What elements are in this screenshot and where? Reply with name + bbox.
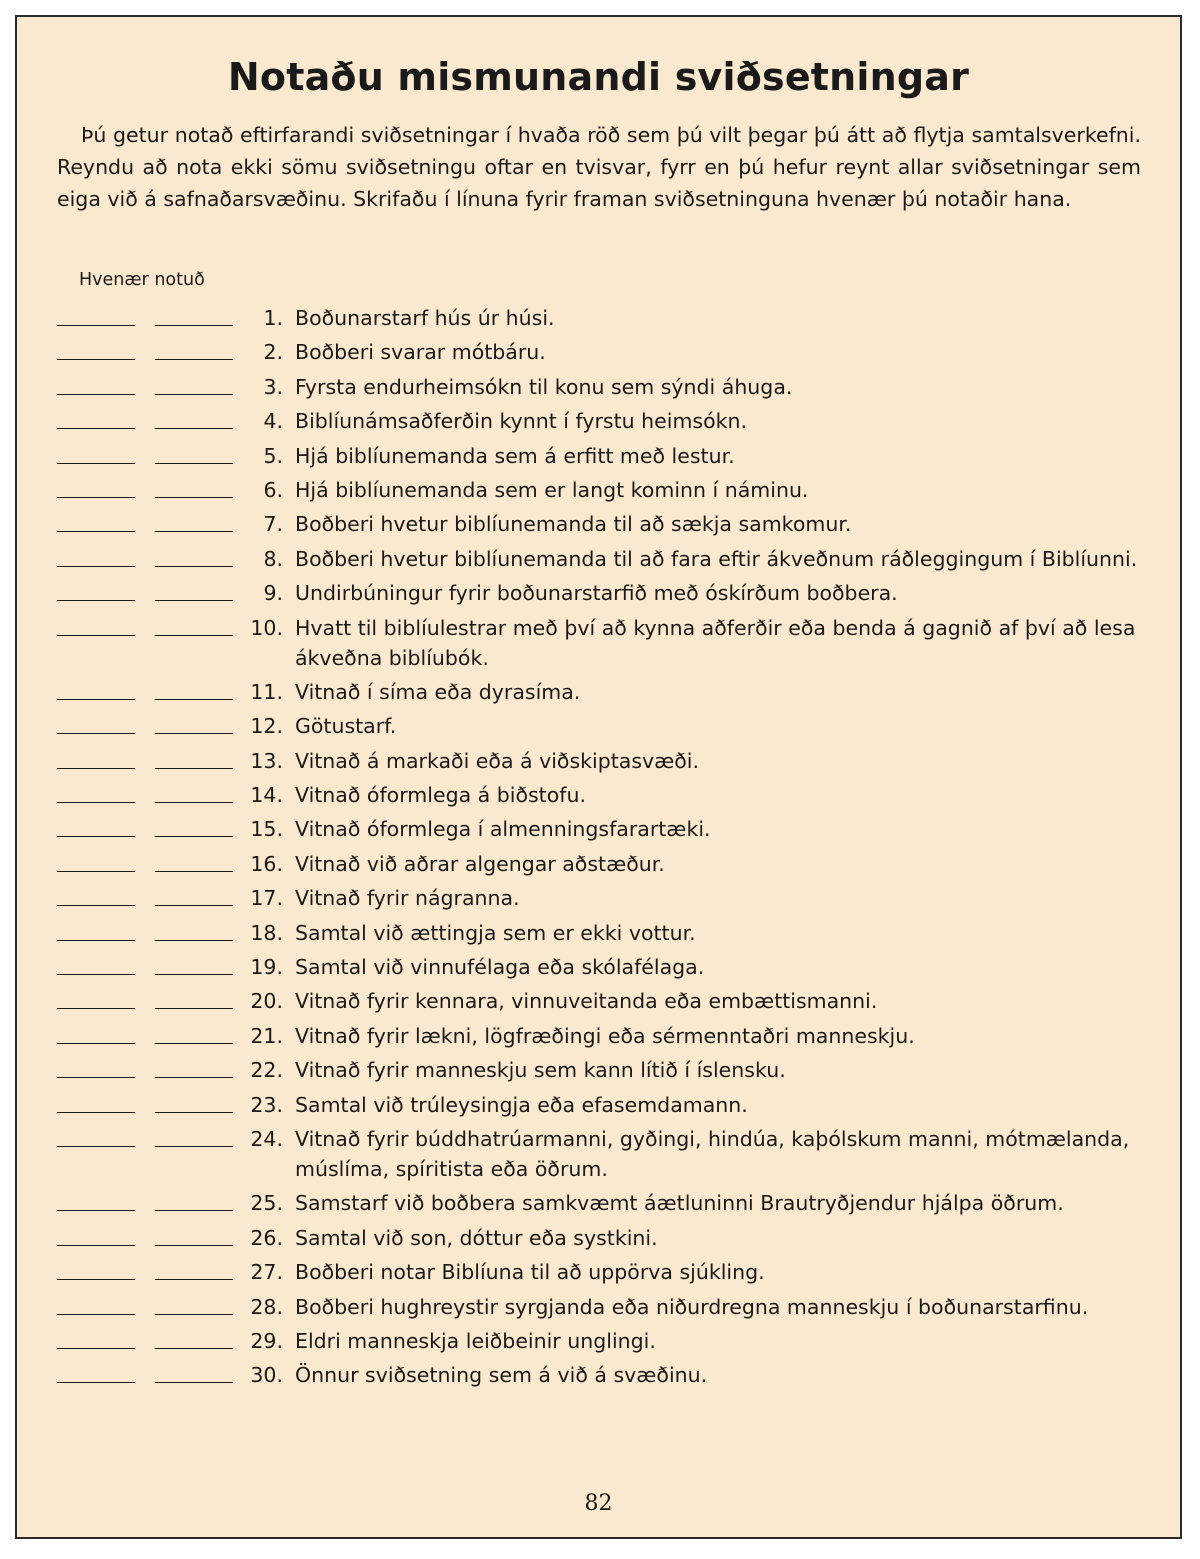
item-text: Samtal við ættingja sem er ekki vottur. [295,920,696,945]
list-item [55,677,1165,707]
date-blank-line[interactable] [155,1245,233,1246]
item-text: Samtal við son, dóttur eða systkini. [295,1225,658,1250]
date-blank-line[interactable] [155,940,233,941]
date-blank-line[interactable] [155,531,233,532]
date-blank-line[interactable] [57,802,135,803]
item-text: Samstarf við boðbera samkvæmt áætluninni Brautryðjendur hjálpa öðrum. [295,1191,1064,1216]
date-blank-line[interactable] [57,733,135,734]
item-text: Vitnað fyrir búddhatrúarmanni, gyðingi, hindúa, kaþólskum manni, mótmælanda, múslíma, spíritista eða öðrum. [295,1126,1130,1181]
item-number: 4. [263,409,283,434]
item-number: 1. [263,306,283,330]
item-text: Samtal við vinnufélaga eða skólafélaga. [295,955,705,980]
item-text: Vitnað fyrir manneskju sem kann lítið í íslensku. [295,1058,786,1083]
date-blank-line[interactable] [57,531,135,532]
item-text: Vitnað á markaði eða á viðskiptasvæði. [295,748,700,773]
date-blank-line[interactable] [155,600,233,601]
list-item [55,986,1165,1016]
date-blank-line[interactable] [155,699,233,700]
list-item [55,746,1165,776]
date-blank-line[interactable] [57,325,135,326]
list-item [55,883,1165,913]
item-number: 26. [250,1225,283,1250]
item-number: 19. [250,955,283,980]
date-blank-line[interactable] [57,1146,135,1147]
date-blank-line[interactable] [155,1348,233,1349]
list-item [55,372,1165,402]
date-blank-line[interactable] [155,802,233,803]
item-number: 23. [250,1092,283,1117]
item-number: 3. [263,374,283,399]
date-blank-line[interactable] [57,1112,135,1113]
date-blank-line[interactable] [155,1210,233,1211]
item-text: Hvatt til biblíulestrar með því að kynna aðferðir eða benda á gagnið af því að lesa ákveðna biblíubók. [295,615,1136,670]
item-number: 30. [250,1363,283,1388]
item-number: 6. [263,477,283,502]
date-blank-line[interactable] [57,940,135,941]
settings-list [55,303,1165,1395]
item-text: Götustarf. [295,714,397,739]
date-blank-line[interactable] [155,635,233,636]
page-number: 82 [584,1491,613,1516]
item-text: Vitnað óformlega á biðstofu. [295,783,586,808]
date-blank-line[interactable] [57,566,135,567]
list-item [55,1360,1165,1390]
date-blank-line[interactable] [155,1077,233,1078]
date-blank-line[interactable] [57,871,135,872]
date-blank-line[interactable] [155,394,233,395]
date-blank-line[interactable] [155,733,233,734]
date-blank-line[interactable] [155,1043,233,1044]
item-number: 17. [250,886,283,911]
date-blank-line[interactable] [155,566,233,567]
date-blank-line[interactable] [57,1279,135,1280]
item-text: Biblíunámsaðferðin kynnt í fyrstu heimsókn. [295,409,748,434]
date-blank-line[interactable] [57,1314,135,1315]
item-text: Vitnað óformlega í almenningsfarartæki. [295,817,711,842]
date-blank-line[interactable] [155,871,233,872]
list-item [55,1223,1165,1253]
date-blank-line[interactable] [57,497,135,498]
date-blank-line[interactable] [57,359,135,360]
date-blank-line[interactable] [155,325,233,326]
date-blank-line[interactable] [57,1348,135,1349]
list-item [55,952,1165,982]
item-text: Samtal við trúleysingja eða efasemdamann. [295,1092,748,1117]
list-item [55,1055,1165,1085]
list-item [55,509,1165,539]
item-number: 15. [250,817,283,842]
item-number: 7. [263,512,283,537]
date-blank-line[interactable] [57,600,135,601]
list-item [55,1188,1165,1218]
list-item [55,303,1165,333]
page-title: Notaðu mismunandi sviðsetningar [227,55,970,99]
date-blank-line[interactable] [155,1382,233,1383]
item-text: Hjá biblíunemanda sem á erfitt með lestur. [295,443,735,468]
date-blank-line[interactable] [155,1314,233,1315]
item-number: 27. [250,1260,283,1285]
item-number: 11. [250,679,283,704]
list-item [55,544,1165,574]
item-number: 18. [250,920,283,945]
list-item [55,849,1165,879]
item-number: 14. [250,783,283,808]
list-item [55,1292,1165,1322]
date-blank-line[interactable] [57,974,135,975]
list-item [55,613,1165,673]
item-text: Fyrsta endurheimsókn til konu sem sýndi áhuga. [295,374,793,399]
list-item [55,918,1165,948]
item-text: Vitnað við aðrar algengar aðstæður. [295,851,665,876]
item-text: Boðunarstarf hús úr húsi. [295,306,555,330]
list-item [55,1021,1165,1051]
date-blank-line[interactable] [57,1008,135,1009]
item-number: 21. [250,1023,283,1048]
list-item [55,475,1165,505]
list-item [55,1257,1165,1287]
date-blank-line[interactable] [57,1245,135,1246]
date-blank-line[interactable] [155,836,233,837]
list-item [55,814,1165,844]
date-blank-line[interactable] [155,463,233,464]
date-blank-line[interactable] [57,1382,135,1383]
list-item [55,337,1165,367]
item-number: 28. [250,1294,283,1319]
date-blank-line[interactable] [57,428,135,429]
item-number: 10. [250,615,283,640]
date-blank-line[interactable] [57,463,135,464]
date-blank-line[interactable] [57,768,135,769]
date-blank-line[interactable] [57,1210,135,1211]
item-number: 20. [250,989,283,1014]
date-blank-line[interactable] [57,905,135,906]
intro-paragraph: Þú getur notað eftirfarandi sviðsetningar í hvaða röð sem þú vilt þegar þú átt að flytja samtalsverkefni. Reyndu að nota ekki sömu sviðsetningu oftar en tvisvar, fyrr en þú hefur reynt allar sviðsetningar sem eiga við á safnaðarsvæðinu. Skrifaðu í línuna fyrir framan sviðsetninguna hvenær þú notaðir hana. [57,123,1141,211]
item-number: 2. [263,340,283,365]
item-text: Boðberi hughreystir syrgjanda eða niðurdregna manneskju í boðunarstarfinu. [295,1294,1089,1319]
item-number: 16. [250,851,283,876]
item-text: Vitnað fyrir nágranna. [295,886,520,911]
date-blank-line[interactable] [155,1112,233,1113]
date-blank-line[interactable] [57,699,135,700]
item-text: Vitnað fyrir kennara, vinnuveitanda eða embættismanni. [295,989,878,1014]
item-text: Önnur sviðsetning sem á við á svæðinu. [295,1363,708,1388]
item-text: Vitnað fyrir lækni, lögfræðingi eða sérmenntaðri manneskju. [295,1023,915,1048]
item-number: 12. [250,714,283,739]
list-item [55,578,1165,608]
item-number: 25. [250,1191,283,1216]
list-item [55,1124,1165,1184]
item-number: 29. [250,1328,283,1353]
item-text: Boðberi notar Biblíuna til að uppörva sjúkling. [295,1260,765,1285]
item-text: Undirbúningur fyrir boðunarstarfið með óskírðum boðbera. [295,581,898,606]
date-blank-line[interactable] [155,1146,233,1147]
worksheet-page [15,15,1182,1539]
date-blank-line[interactable] [57,1077,135,1078]
date-blank-line[interactable] [57,836,135,837]
list-item [55,441,1165,471]
item-text: Boðberi svarar mótbáru. [295,340,546,365]
list-item [55,780,1165,810]
item-text: Eldri manneskja leiðbeinir unglingi. [295,1328,656,1353]
item-text: Boðberi hvetur biblíunemanda til að sækja samkomur. [295,512,852,537]
item-text: Vitnað í síma eða dyrasíma. [295,679,581,704]
when-used-column-label: Hvenær notuð [79,270,205,290]
date-blank-line[interactable] [155,1279,233,1280]
date-blank-line[interactable] [57,394,135,395]
list-item [55,1090,1165,1120]
item-number: 24. [250,1126,283,1151]
item-number: 8. [263,546,283,571]
date-blank-line[interactable] [57,1043,135,1044]
item-number: 13. [250,748,283,773]
date-blank-line[interactable] [155,497,233,498]
date-blank-line[interactable] [155,359,233,360]
date-blank-line[interactable] [155,768,233,769]
date-blank-line[interactable] [155,974,233,975]
date-blank-line[interactable] [155,1008,233,1009]
item-number: 5. [263,443,283,468]
list-item [55,1326,1165,1356]
list-item [55,711,1165,741]
item-number: 22. [250,1058,283,1083]
item-text: Hjá biblíunemanda sem er langt kominn í náminu. [295,477,809,502]
date-blank-line[interactable] [57,635,135,636]
item-number: 9. [263,581,283,606]
item-text: Boðberi hvetur biblíunemanda til að fara eftir ákveðnum ráðleggingum í Biblíunni. [295,546,1138,571]
date-blank-line[interactable] [155,905,233,906]
date-blank-line[interactable] [155,428,233,429]
list-item [55,406,1165,436]
